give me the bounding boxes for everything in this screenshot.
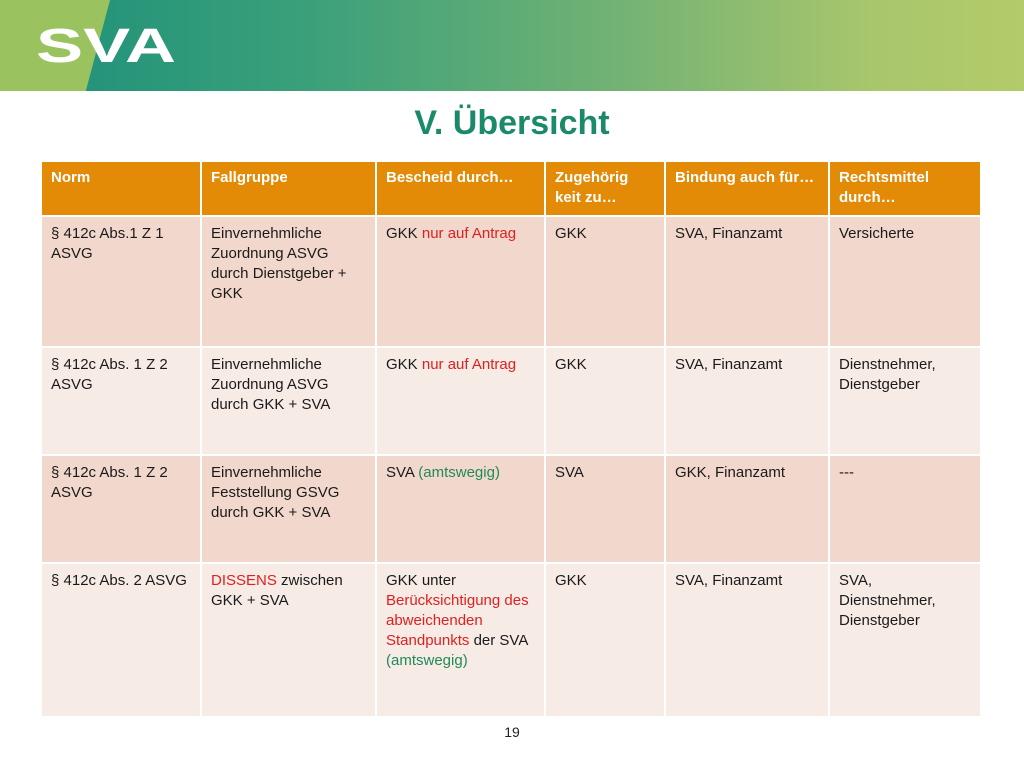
header-bescheid: Bescheid durch… bbox=[376, 161, 545, 216]
cell-bescheid bbox=[376, 563, 545, 717]
overview-table bbox=[40, 160, 982, 718]
cell-rechtsmittel: --- bbox=[829, 455, 981, 563]
fallgruppe-text: zwischen GKK + SVA bbox=[211, 572, 343, 609]
cell-fallgruppe: Einvernehmliche Zuordnung ASVG durch GKK + SVA bbox=[201, 347, 376, 455]
cell-fallgruppe: Einvernehmliche Zuordnung ASVG durch Dienstgeber + GKK bbox=[201, 216, 376, 347]
header-banner bbox=[0, 0, 1024, 91]
cell-fallgruppe bbox=[201, 563, 376, 717]
header-zugehoerigkeit: Zugehörig keit zu… bbox=[545, 161, 665, 216]
cell-zugehoerigkeit: GKK bbox=[545, 563, 665, 717]
bescheid-highlight: (amtswegig) bbox=[418, 464, 500, 481]
bescheid-text-2: der SVA bbox=[469, 632, 528, 649]
page-number: 19 bbox=[504, 724, 520, 740]
table-row bbox=[41, 347, 981, 455]
cell-norm: § 412c Abs. 1 Z 2 ASVG bbox=[41, 455, 201, 563]
sva-logo bbox=[36, 22, 178, 66]
header-fallgruppe: Fallgruppe bbox=[201, 161, 376, 216]
cell-rechtsmittel: Versicherte bbox=[829, 216, 981, 347]
cell-zugehoerigkeit: GKK bbox=[545, 216, 665, 347]
bescheid-highlight: nur auf Antrag bbox=[421, 356, 517, 373]
header-rechtsmittel: Rechtsmittel durch… bbox=[829, 161, 981, 216]
bescheid-text: GKK bbox=[386, 356, 422, 373]
cell-rechtsmittel: SVA, Dienstnehmer, Dienstgeber bbox=[829, 563, 981, 717]
bescheid-text: SVA bbox=[386, 464, 419, 481]
bescheid-highlight-2: (amtswegig) bbox=[386, 652, 468, 669]
header-norm: Norm bbox=[41, 161, 201, 216]
cell-bindung: SVA, Finanzamt bbox=[665, 216, 829, 347]
dissens-highlight: DISSENS bbox=[211, 572, 277, 589]
cell-rechtsmittel: Dienstnehmer, Dienstgeber bbox=[829, 347, 981, 455]
bescheid-text: GKK bbox=[386, 225, 422, 242]
cell-norm: § 412c Abs.1 Z 1 ASVG bbox=[41, 216, 201, 347]
table-header-row bbox=[41, 161, 981, 216]
cell-norm: § 412c Abs. 1 Z 2 ASVG bbox=[41, 347, 201, 455]
cell-zugehoerigkeit: GKK bbox=[545, 347, 665, 455]
bescheid-text: GKK unter bbox=[386, 572, 457, 589]
table-row bbox=[41, 563, 981, 717]
table-row bbox=[41, 455, 981, 563]
table-row bbox=[41, 216, 981, 347]
bescheid-highlight: Berücksichtigung des abweichenden Standpunkts bbox=[386, 592, 529, 649]
cell-bescheid bbox=[376, 455, 545, 563]
cell-norm: § 412c Abs. 2 ASVG bbox=[41, 563, 201, 717]
cell-bescheid bbox=[376, 347, 545, 455]
cell-fallgruppe: Einvernehmliche Feststellung GSVG durch GKK + SVA bbox=[201, 455, 376, 563]
bescheid-highlight: nur auf Antrag bbox=[421, 225, 517, 242]
header-bindung: Bindung auch für… bbox=[665, 161, 829, 216]
cell-bindung: SVA, Finanzamt bbox=[665, 347, 829, 455]
cell-bescheid bbox=[376, 216, 545, 347]
page-title: V. Übersicht bbox=[414, 104, 610, 142]
cell-bindung: GKK, Finanzamt bbox=[665, 455, 829, 563]
cell-bindung: SVA, Finanzamt bbox=[665, 563, 829, 717]
cell-zugehoerigkeit: SVA bbox=[545, 455, 665, 563]
logo-text: SVA bbox=[36, 22, 176, 66]
